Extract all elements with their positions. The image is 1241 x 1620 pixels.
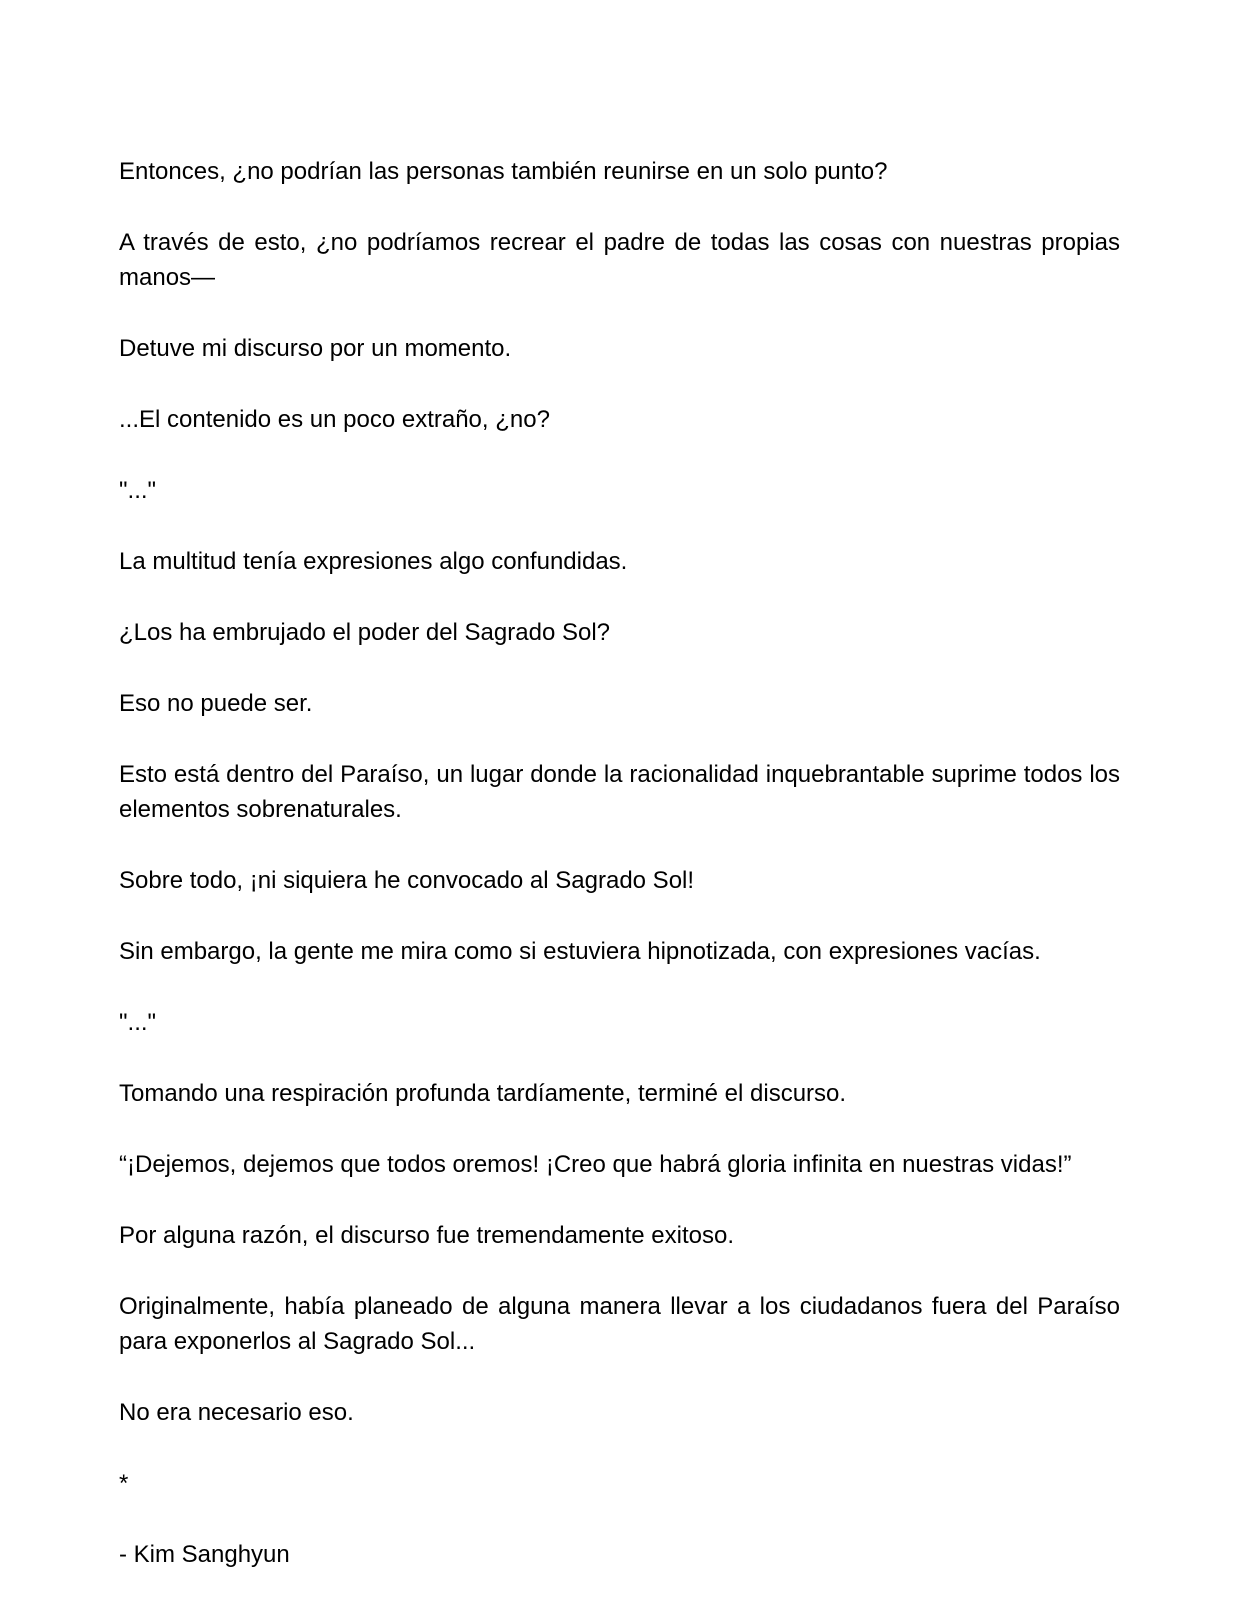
paragraph: Eso no puede ser. [119,690,313,717]
paragraph: ¿Los ha embrujado el poder del Sagrado Sol? [119,619,610,646]
paragraph: Sin embargo, la gente me mira como si estuviera hipnotizada, con expresiones vacías. [119,938,1041,965]
paragraph: "..." [119,477,157,504]
paragraph: No era necesario eso. [119,1399,354,1426]
paragraph: ...El contenido es un poco extraño, ¿no? [119,406,550,433]
section-break: * [119,1470,129,1497]
paragraph: Esto está dentro del Paraíso, un lugar donde la racionalidad inquebrantable suprime todos los elementos sobrenaturales. [119,761,1120,823]
paragraph: Entonces, ¿no podrían las personas también reunirse en un solo punto? [119,158,888,185]
paragraph: Detuve mi discurso por un momento. [119,335,512,362]
document-body [119,154,1120,1572]
paragraph: Originalmente, había planeado de alguna manera llevar a los ciudadanos fuera del Paraíso para exponerlos al Sagrado Sol... [119,1293,1120,1355]
paragraph: "..." [119,1009,157,1036]
paragraph: Por alguna razón, el discurso fue tremendamente exitoso. [119,1222,735,1249]
paragraph: “¡Dejemos, dejemos que todos oremos! ¡Creo que habrá gloria infinita en nuestras vidas!” [119,1151,1072,1178]
author-signature: - Kim Sanghyun [119,1541,290,1568]
paragraph: La multitud tenía expresiones algo confundidas. [119,548,628,575]
paragraph: Tomando una respiración profunda tardíamente, terminé el discurso. [119,1080,847,1107]
paragraph: A través de esto, ¿no podríamos recrear el padre de todas las cosas con nuestras propias manos— [119,229,1120,291]
paragraph: Sobre todo, ¡ni siquiera he convocado al Sagrado Sol! [119,867,695,894]
